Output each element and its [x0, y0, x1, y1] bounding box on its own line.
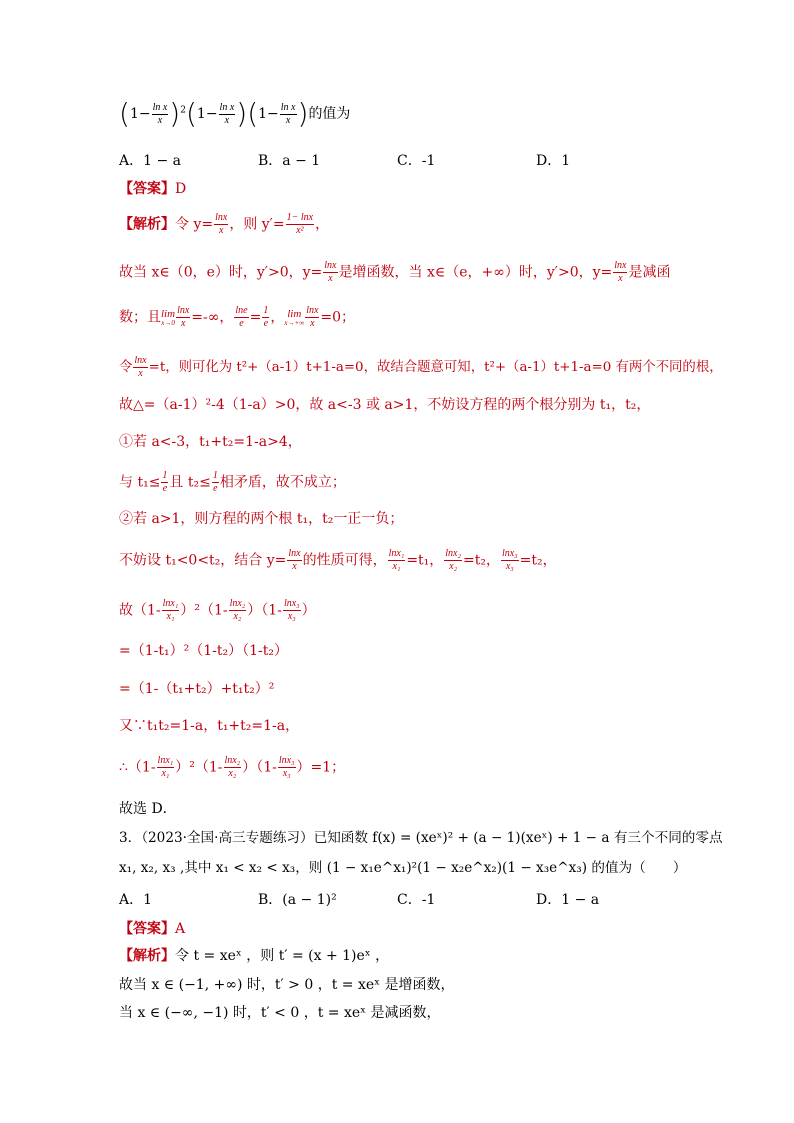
- text: ）=1；: [296, 759, 346, 776]
- q2-solution-line-1: [119, 212, 329, 237]
- lim-label: lim: [161, 307, 176, 320]
- q2-option-c: C．-1: [397, 153, 436, 169]
- frac-den: x: [138, 368, 143, 379]
- frac-den: x: [292, 561, 297, 572]
- frac-num: lnx: [288, 548, 301, 559]
- q2-solution-line-11: =（1-t₁）²（1-t₂）（1-t₂）: [119, 643, 288, 659]
- text: ，则 y′=: [229, 216, 285, 233]
- frac-den: e: [213, 483, 218, 494]
- answer-tag: 【答案】: [119, 181, 175, 197]
- frac-den: x²: [296, 225, 304, 236]
- frac-num: lnx: [306, 305, 319, 316]
- analysis-tag: 【解析】: [119, 948, 175, 964]
- text: ，: [315, 216, 330, 233]
- q2-solution-line-13: 又∵t₁t₂=1-a，t₁+t₂=1-a，: [119, 718, 300, 734]
- q3-option-b: B．(a − 1)²: [258, 892, 337, 908]
- frac-num: 1− lnx: [286, 212, 314, 223]
- text: 是减函: [628, 264, 671, 281]
- frac-den: x₃: [282, 768, 291, 779]
- text: =-∞，: [191, 309, 234, 326]
- lim-label: lim: [287, 307, 302, 320]
- text: ）²（1-: [180, 602, 228, 619]
- text: ）: [301, 602, 316, 619]
- text: ∴（1-: [119, 759, 156, 776]
- text: 相矛盾，故不成立；: [219, 474, 346, 491]
- text: =t₂，: [462, 552, 500, 569]
- frac-den: x₂: [233, 611, 242, 622]
- text: ）（1-: [247, 602, 282, 619]
- q2-solution-line-6: ①若 a<-3，t₁+t₂=1-a>4，: [119, 434, 302, 450]
- text: 与 t₁≤: [119, 474, 161, 491]
- q3-solution-line-3: 当 x ∈ (−∞, −1) 时，t′ < 0 ，t = xeˣ 是减函数，: [119, 1005, 441, 1021]
- frac-num: lnx₃: [278, 755, 295, 766]
- q2-solution-line-3: [119, 305, 355, 330]
- q2-solution-line-12: =（1-（t₁+t₂）+t₁t₂）²: [119, 681, 275, 697]
- text: 令 y=: [175, 216, 214, 233]
- frac-num: lnx: [324, 260, 337, 271]
- frac-num: 1: [263, 305, 269, 316]
- q3-option-d: D．1 − a: [536, 892, 600, 908]
- frac-num: lnx: [177, 305, 190, 316]
- frac-num: lnx₃: [283, 598, 300, 609]
- q2-solution-line-5: 故△=（a-1）²-4（1-a）>0，故 a<-3 或 a>1，不妨设方程的两个根分别为 t₁，t₂，: [119, 397, 651, 413]
- frac-den: x: [310, 318, 315, 329]
- expression-tail: 的值为: [308, 106, 351, 122]
- frac-den: x: [285, 114, 291, 126]
- frac-den: x₂: [228, 768, 237, 779]
- answer-tag: 【答案】: [119, 921, 175, 937]
- q2-option-a: A．1 − a: [119, 153, 181, 169]
- q3-answer: [119, 920, 185, 938]
- frac-den: x₁: [166, 611, 175, 622]
- q3-option-c: C．-1: [397, 892, 436, 908]
- q3-stem-line-2: x₁, x₂, x₃ ,其中 x₁ < x₂ < x₃，则 (1 − x₁e^x₁)²(1 − x₂e^x₂)(1 − x₃e^x₃) 的值为（ ）: [119, 860, 687, 876]
- text: 的性质可得，: [302, 552, 387, 569]
- q2-solution-line-15: 故选 D．: [119, 801, 177, 817]
- frac-den: x₂: [449, 561, 458, 572]
- q2-solution-line-14: [119, 755, 345, 780]
- text: 故（1-: [119, 602, 161, 619]
- frac-den: x: [328, 273, 333, 284]
- text: =: [249, 309, 262, 326]
- answer-value: A: [175, 921, 186, 937]
- frac-num: 1: [212, 470, 218, 481]
- frac-den: x₃: [505, 561, 514, 572]
- frac-den: x₁: [392, 561, 401, 572]
- frac-den: x₃: [287, 611, 296, 622]
- frac-num: lnx₁: [157, 755, 174, 766]
- frac-den: e: [239, 318, 244, 329]
- text: =t₂，: [519, 552, 557, 569]
- frac-den: x₁: [161, 768, 170, 779]
- frac-den: x: [618, 273, 623, 284]
- analysis-tag: 【解析】: [119, 216, 175, 233]
- text: ）²（1-: [175, 759, 223, 776]
- prev-question-expression: (1− $\frac{\text{ln x}}{x}$ )$^2$(1− $\frac{\text{ln x}}{x}$ )(1− $\frac{\text{ln x}}{x}$ )的值为: [119, 97, 351, 130]
- q2-answer: [119, 180, 186, 198]
- q3-stem-line-1: 3．（2023·全国·高三专题练习）已知函数 f(x) = (xeˣ)² + (a − 1)(xeˣ) + 1 − a 有三个不同的零点: [119, 830, 723, 846]
- frac-num: lnx: [215, 212, 228, 223]
- q2-solution-line-7: [119, 470, 346, 495]
- lim-subscript: x→+∞: [284, 318, 305, 327]
- frac-den: e: [162, 483, 168, 494]
- answer-value: D: [175, 181, 187, 197]
- frac-num: 1: [162, 470, 168, 481]
- frac-den: x: [224, 114, 230, 126]
- frac-num: ln x: [280, 101, 296, 113]
- text: 且 t₂≤: [169, 474, 211, 491]
- lim-subscript: x→0: [161, 318, 175, 327]
- frac-num: lnx₂: [229, 598, 246, 609]
- frac-den: x: [218, 225, 224, 236]
- text: 数；且: [119, 309, 161, 326]
- q3-solution-line-1: [119, 947, 389, 965]
- frac-den: e: [263, 318, 269, 329]
- text: ，: [270, 309, 285, 326]
- q2-option-b: B．a − 1: [258, 153, 321, 169]
- text: 令 t = xeˣ ，则 t′ = (x + 1)eˣ ，: [175, 948, 390, 964]
- q2-solution-line-8: ②若 a>1，则方程的两个根 t₁，t₂一正一负；: [119, 511, 404, 527]
- text: =t，则可化为 t²+（a-1）t+1-a=0，故结合题意可知，t²+（a-1）t+1-a=0 有两个不同的根，: [148, 360, 723, 375]
- q2-solution-line-10: [119, 598, 316, 623]
- q2-solution-line-9: [119, 548, 557, 573]
- frac-num: ln x: [219, 101, 235, 113]
- frac-den: x: [157, 114, 163, 126]
- frac-num: lnx₂: [224, 755, 241, 766]
- text: 是增函数，当 x∈（e，+∞）时，y′>0，y=: [338, 264, 613, 281]
- text: ）（1-: [242, 759, 277, 776]
- q2-solution-line-2: [119, 260, 670, 285]
- frac-num: lnx₁: [162, 598, 179, 609]
- text: =0；: [320, 309, 356, 326]
- text: 故当 x∈（0，e）时，y′>0，y=: [119, 264, 323, 281]
- frac-num: lnx₂: [445, 548, 461, 559]
- frac-num: lne: [235, 305, 248, 316]
- frac-num: lnx₁: [388, 548, 405, 559]
- text: =t₁，: [406, 552, 444, 569]
- text: 令: [119, 360, 133, 375]
- q2-option-d: D．1: [536, 153, 571, 169]
- q3-option-a: A．1: [119, 892, 153, 908]
- q2-solution-line-4: [119, 355, 723, 380]
- frac-num: lnx: [614, 260, 627, 271]
- text: 不妨设 t₁<0<t₂，结合 y=: [119, 552, 287, 569]
- frac-den: x: [180, 318, 186, 329]
- q3-solution-line-2: 故当 x ∈ (−1, +∞) 时，t′ > 0 ，t = xeˣ 是增函数，: [119, 977, 455, 993]
- frac-num: lnx: [134, 355, 147, 366]
- frac-num: ln x: [152, 101, 168, 113]
- frac-num: lnx₃: [501, 548, 518, 559]
